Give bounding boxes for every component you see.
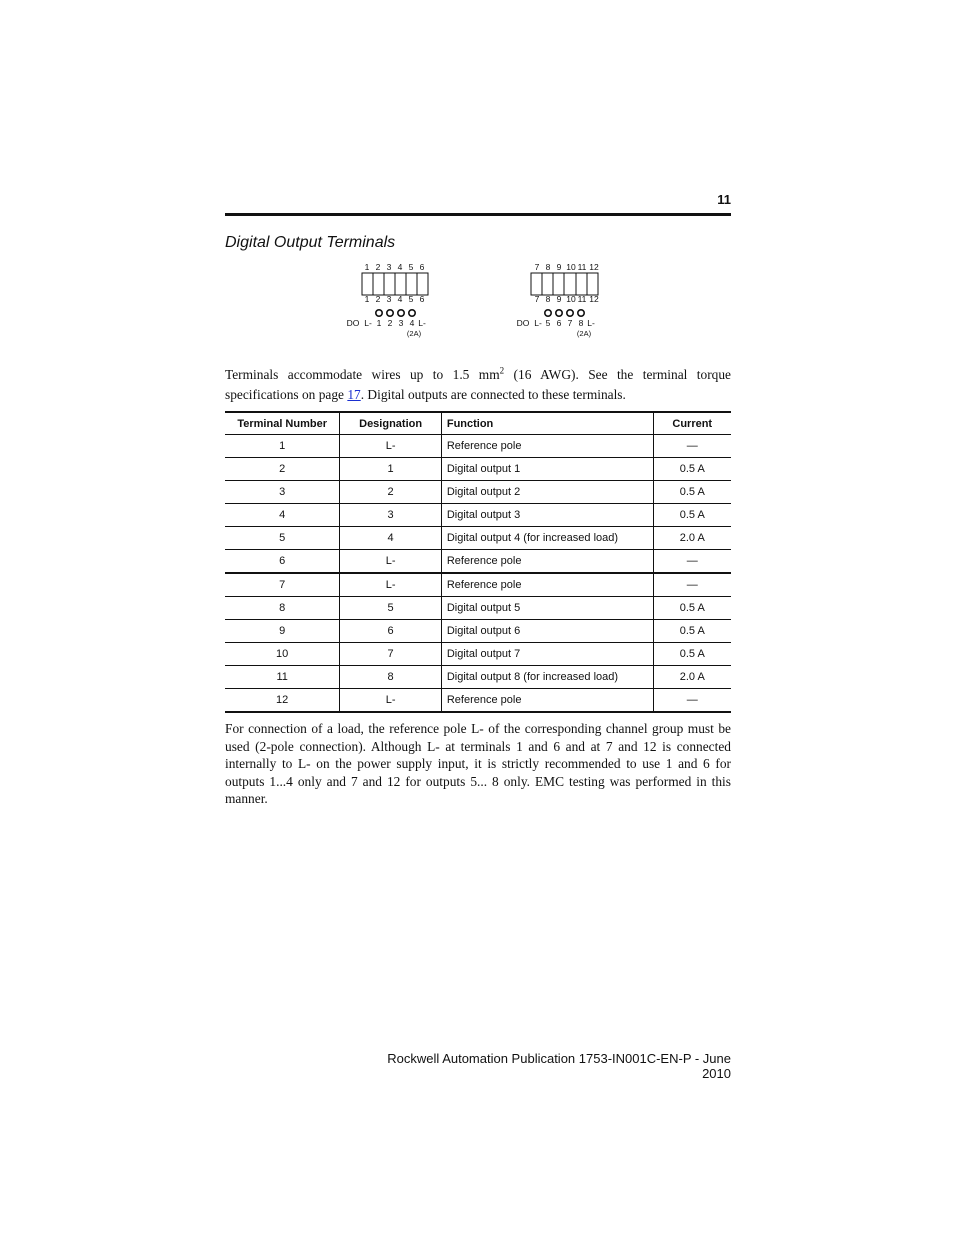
cell-designation: 2 xyxy=(340,481,441,504)
cell-function: Digital output 1 xyxy=(441,458,653,481)
led-indicator xyxy=(376,310,382,316)
page-link[interactable]: 17 xyxy=(347,386,361,402)
cell-designation: 8 xyxy=(340,666,441,689)
cell-designation: 3 xyxy=(340,504,441,527)
terminal-number: 4 xyxy=(397,294,403,304)
cell-current: — xyxy=(653,689,731,713)
cell-terminal: 5 xyxy=(225,527,340,550)
cell-current: 2.0 A xyxy=(653,666,731,689)
current-note: (2A) xyxy=(576,329,592,338)
signal-label: 8 xyxy=(578,318,584,328)
cell-terminal: 12 xyxy=(225,689,340,713)
cell-terminal: 8 xyxy=(225,597,340,620)
cell-function: Digital output 7 xyxy=(441,643,653,666)
led-indicator xyxy=(556,310,562,316)
terminal-number: 4 xyxy=(397,262,403,272)
cell-terminal: 3 xyxy=(225,481,340,504)
terminal-number: 6 xyxy=(419,294,425,304)
cell-designation: 5 xyxy=(340,597,441,620)
signal-label: L- xyxy=(364,318,372,328)
terminal-number: 9 xyxy=(556,294,562,304)
signal-label: 4 xyxy=(409,318,415,328)
terminal-number: 7 xyxy=(534,294,540,304)
cell-current: 0.5 A xyxy=(653,481,731,504)
terminal-number: 2 xyxy=(375,262,381,272)
cell-designation: 4 xyxy=(340,527,441,550)
led-indicator xyxy=(567,310,573,316)
signal-label: 7 xyxy=(567,318,573,328)
table-row xyxy=(225,573,731,597)
do-label: DO xyxy=(516,318,530,328)
cell-function: Digital output 8 (for increased load) xyxy=(441,666,653,689)
do-label: DO xyxy=(346,318,360,328)
signal-label: 2 xyxy=(387,318,393,328)
header-current: Current xyxy=(653,412,731,435)
cell-current: — xyxy=(653,573,731,597)
table-header-row xyxy=(225,412,731,435)
table-row xyxy=(225,689,731,713)
cell-designation: L- xyxy=(340,573,441,597)
intro-paragraph xyxy=(225,365,731,404)
cell-designation: 6 xyxy=(340,620,441,643)
cell-terminal: 10 xyxy=(225,643,340,666)
cell-terminal: 6 xyxy=(225,550,340,574)
table-row xyxy=(225,597,731,620)
cell-designation: L- xyxy=(340,689,441,713)
terminal-number: 11 xyxy=(577,262,587,272)
signal-labels-right xyxy=(517,318,595,338)
led-indicator xyxy=(545,310,551,316)
cell-designation: 7 xyxy=(340,643,441,666)
terminal-block-right xyxy=(517,262,599,338)
header-terminal-number: Terminal Number xyxy=(225,412,340,435)
terminal-block-left xyxy=(347,262,428,338)
signal-labels-left xyxy=(347,318,426,338)
current-note: (2A) xyxy=(406,329,422,338)
cell-function: Digital output 6 xyxy=(441,620,653,643)
terminal-number: 2 xyxy=(375,294,381,304)
cell-terminal: 7 xyxy=(225,573,340,597)
top-number-row-right xyxy=(535,262,599,272)
section-heading: Digital Output Terminals xyxy=(225,234,396,251)
publication-footer: Rockwell Automation Publication 1753-IN001C-EN-P - June 2010 xyxy=(387,1051,731,1081)
terminal-number: 6 xyxy=(419,262,425,272)
terminal-number: 5 xyxy=(408,262,414,272)
terminal-number: 3 xyxy=(386,294,392,304)
led-indicator xyxy=(387,310,393,316)
terminal-number: 12 xyxy=(589,262,599,272)
cell-terminal: 9 xyxy=(225,620,340,643)
led-indicator xyxy=(409,310,415,316)
table-row xyxy=(225,643,731,666)
cell-designation: L- xyxy=(340,550,441,574)
cell-function: Reference pole xyxy=(441,550,653,574)
cell-function: Digital output 5 xyxy=(441,597,653,620)
table-row xyxy=(225,666,731,689)
cell-current: 0.5 A xyxy=(653,458,731,481)
terminal-number: 10 xyxy=(566,262,576,272)
led-indicator xyxy=(578,310,584,316)
cell-current: 0.5 A xyxy=(653,504,731,527)
intro-text: . Digital outputs are connected to these terminals. xyxy=(360,386,626,402)
top-number-row-left xyxy=(365,262,425,272)
cell-current: — xyxy=(653,435,731,458)
terminal-number: 5 xyxy=(408,294,414,304)
terminal-number: 8 xyxy=(545,262,551,272)
cell-terminal: 11 xyxy=(225,666,340,689)
cell-designation: L- xyxy=(340,435,441,458)
cell-current: — xyxy=(653,550,731,574)
cell-terminal: 2 xyxy=(225,458,340,481)
cell-function: Digital output 2 xyxy=(441,481,653,504)
led-indicator xyxy=(398,310,404,316)
table-row xyxy=(225,550,731,574)
cell-function: Reference pole xyxy=(441,573,653,597)
terminal-number: 10 xyxy=(566,294,576,304)
connector-cells-left xyxy=(362,273,428,295)
terminal-number: 11 xyxy=(577,294,587,304)
connection-note-paragraph: For connection of a load, the reference pole L- of the corresponding channel group must be used (2-pole connection). Although L- at terminals 1 and 6 and at 7 and 12 is connected internally to L- on the power supply input, it is strictly recommended to use 1 and 6 for outputs 1...4 only and 7 and 12 for outputs 5... 8 only. EMC testing was performed in this manner. xyxy=(225,721,731,806)
signal-label: 1 xyxy=(376,318,382,328)
signal-label: 3 xyxy=(398,318,404,328)
header-designation: Designation xyxy=(340,412,441,435)
table-row xyxy=(225,504,731,527)
cell-function: Reference pole xyxy=(441,689,653,713)
intro-text: Terminals accommodate wires up to 1.5 mm xyxy=(225,367,500,382)
signal-label: L- xyxy=(418,318,426,328)
cell-function: Digital output 4 (for increased load) xyxy=(441,527,653,550)
terminal-number: 3 xyxy=(386,262,392,272)
terminal-number: 8 xyxy=(545,294,551,304)
terminal-number: 12 xyxy=(589,294,599,304)
table-row xyxy=(225,620,731,643)
header-rule xyxy=(225,213,731,216)
superscript: 2 xyxy=(499,365,505,376)
table-row xyxy=(225,527,731,550)
header-function: Function xyxy=(441,412,653,435)
intro-text: (16 AWG). See the terminal torque specifications on page xyxy=(225,367,731,402)
terminal-diagram xyxy=(340,258,620,342)
signal-label: 5 xyxy=(545,318,551,328)
page-number: 11 xyxy=(717,192,731,207)
terminal-number: 9 xyxy=(556,262,562,272)
cell-terminal: 1 xyxy=(225,435,340,458)
cell-function: Reference pole xyxy=(441,435,653,458)
terminal-table xyxy=(225,411,731,713)
cell-current: 2.0 A xyxy=(653,527,731,550)
cell-function: Digital output 3 xyxy=(441,504,653,527)
signal-label: L- xyxy=(534,318,542,328)
cell-current: 0.5 A xyxy=(653,597,731,620)
terminal-number: 1 xyxy=(364,294,370,304)
table-row xyxy=(225,481,731,504)
cell-current: 0.5 A xyxy=(653,643,731,666)
led-indicators-left xyxy=(376,310,415,316)
terminal-number: 7 xyxy=(534,262,540,272)
table-row xyxy=(225,435,731,458)
cell-designation: 1 xyxy=(340,458,441,481)
cell-current: 0.5 A xyxy=(653,620,731,643)
signal-label: L- xyxy=(587,318,595,328)
table-row xyxy=(225,458,731,481)
connector-cells-right xyxy=(531,273,598,295)
terminal-number: 1 xyxy=(364,262,370,272)
led-indicators-right xyxy=(545,310,584,316)
signal-label: 6 xyxy=(556,318,562,328)
cell-terminal: 4 xyxy=(225,504,340,527)
